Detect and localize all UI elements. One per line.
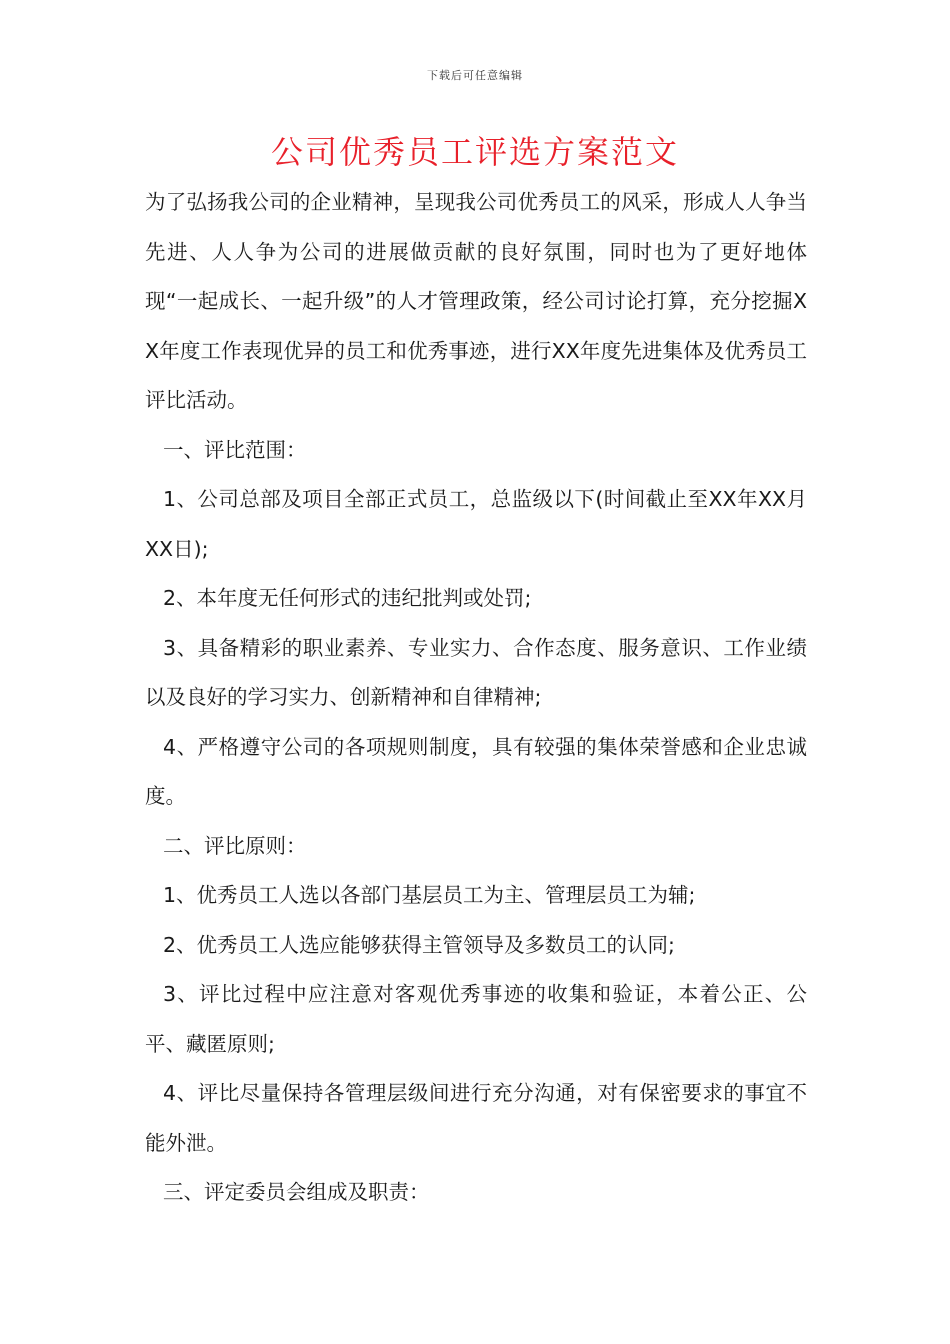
section-heading-scope: 一、评比范围： — [163, 437, 307, 462]
principle-item-2: 2、优秀员工人选应能够获得主管领导及多数员工的认同; — [163, 932, 675, 957]
header-note: 下载后可任意编辑 — [427, 69, 523, 82]
scope-item-3: 3、具备精彩的职业素养、专业实力、合作态度、服务意识、工作业绩以及良好的学习实力、创新精神和自律精神; — [145, 635, 807, 709]
principle-item-1: 1、优秀员工人选以各部门基层员工为主、管理层员工为辅; — [163, 883, 696, 907]
intro-paragraph: 为了弘扬我公司的企业精神，呈现我公司优秀员工的风采，形成人人争当先进、人人争为公司的进展做贡献的良好氛围，同时也为了更好地体现“一起成长、一起升级”的人才管理政策，经公司讨论打算，充分挖掘XX年度工作表现优异的员工和优秀事迹，进行XX年度先进集体及优秀员工评比活动。 — [145, 190, 807, 412]
scope-item-1: 1、公司总部及项目全部正式员工，总监级以下(时间截止至XX年XX月XX日); — [145, 487, 807, 561]
document-title: 公司优秀员工评选方案范文 — [270, 133, 679, 171]
section-heading-principles: 二、评比原则： — [163, 833, 307, 858]
document-body — [145, 178, 807, 1218]
section-heading-committee: 三、评定委员会组成及职责： — [163, 1180, 430, 1204]
principle-item-3: 3、评比过程中应注意对客观优秀事迹的收集和验证，本着公正、公平、藏匿原则; — [145, 982, 807, 1056]
scope-item-4: 4、严格遵守公司的各项规则制度，具有较强的集体荣誉感和企业忠诚度。 — [145, 734, 807, 808]
scope-item-2: 2、本年度无任何形式的违纪批判或处罚; — [163, 586, 532, 610]
principle-item-4: 4、评比尽量保持各管理层级间进行充分沟通，对有保密要求的事宜不能外泄。 — [145, 1081, 807, 1155]
